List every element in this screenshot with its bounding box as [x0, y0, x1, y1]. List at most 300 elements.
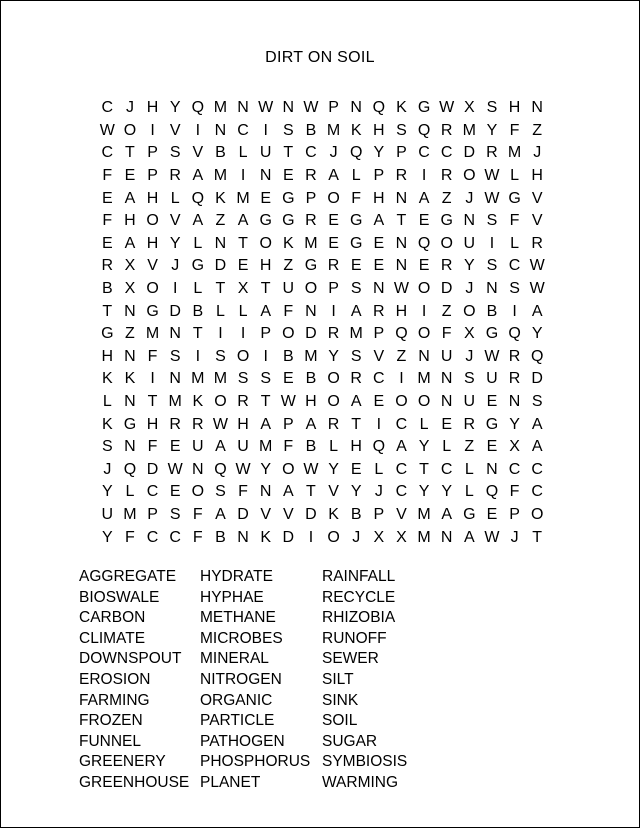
grid-letter: U — [486, 370, 498, 388]
grid-letter: M — [213, 99, 228, 117]
grid-letter: O — [417, 393, 431, 411]
grid-letter: Z — [441, 189, 452, 207]
grid-letter: Y — [531, 325, 543, 343]
grid-letter: A — [418, 189, 430, 207]
grid-letter: U — [101, 505, 114, 523]
grid-letter: N — [350, 99, 362, 117]
grid-letter: O — [327, 370, 340, 388]
grid-letter: O — [282, 460, 295, 478]
grid-letter: Y — [418, 483, 430, 501]
grid-letter: F — [283, 438, 294, 456]
grid-letter: O — [282, 325, 295, 343]
grid-letter: F — [351, 189, 362, 207]
grid-letter: P — [373, 167, 385, 185]
grid-letter: A — [192, 167, 204, 185]
grid-letter: Y — [101, 483, 113, 501]
grid-letter: O — [214, 393, 227, 411]
grid-letter: T — [396, 212, 407, 230]
grid-letter: M — [417, 505, 431, 523]
word-list-item: CLIMATE — [79, 629, 146, 647]
grid-letter: R — [440, 257, 453, 275]
word-list-item: CARBON — [79, 609, 146, 627]
word-list-item: SOIL — [322, 712, 358, 730]
grid-letter: I — [399, 370, 404, 388]
grid-letter: C — [169, 528, 181, 546]
grid-letter: I — [263, 121, 268, 139]
grid-letter: T — [238, 234, 248, 252]
grid-letter: T — [102, 302, 113, 320]
grid-letter: Q — [191, 189, 205, 207]
grid-letter: I — [240, 325, 246, 343]
grid-letter: O — [236, 347, 250, 365]
grid-letter: O — [327, 189, 340, 207]
grid-letter: H — [146, 189, 159, 207]
grid-letter: Q — [214, 460, 227, 478]
grid-letter: D — [440, 280, 453, 298]
grid-letter: I — [195, 347, 201, 365]
grid-letter: E — [486, 393, 498, 411]
grid-letter: O — [191, 483, 205, 501]
grid-letter: O — [395, 393, 408, 411]
grid-letter: W — [484, 167, 500, 185]
grid-letter: A — [215, 505, 226, 523]
grid-letter: N — [395, 234, 408, 252]
grid-letter: C — [418, 144, 430, 162]
grid-letter: N — [418, 347, 430, 365]
grid-letter: P — [305, 189, 317, 207]
grid-letter: I — [172, 280, 178, 298]
grid-letter: Y — [418, 438, 430, 456]
grid-letter: P — [373, 505, 385, 523]
grid-letter: M — [236, 189, 250, 207]
grid-letter: J — [171, 257, 180, 275]
grid-letter: P — [260, 325, 272, 343]
grid-letter: P — [396, 144, 407, 162]
grid-letter: S — [169, 144, 181, 162]
grid-letter: N — [440, 393, 453, 411]
grid-letter: Z — [532, 121, 543, 139]
grid-letter: G — [349, 212, 363, 230]
grid-letter: L — [125, 483, 135, 501]
grid-letter: E — [282, 167, 294, 185]
grid-letter: K — [328, 505, 339, 523]
grid-letter: L — [238, 302, 248, 320]
grid-letter: G — [349, 234, 363, 252]
grid-letter: B — [215, 144, 226, 162]
grid-letter: K — [101, 370, 113, 388]
grid-letter: N — [259, 167, 272, 185]
page-title: DIRT ON SOIL — [265, 49, 375, 66]
grid-letter: O — [417, 325, 431, 343]
grid-letter: P — [147, 505, 158, 523]
grid-letter: M — [326, 121, 341, 139]
grid-letter: P — [282, 415, 294, 433]
grid-letter: B — [101, 280, 113, 298]
grid-letter: E — [169, 438, 181, 456]
grid-letter: H — [237, 415, 249, 433]
grid-letter: E — [373, 393, 385, 411]
grid-letter: U — [259, 144, 272, 162]
grid-letter: B — [215, 528, 226, 546]
word-list-item: HYPHAE — [200, 588, 264, 606]
grid-letter: T — [147, 393, 158, 411]
grid-letter: D — [463, 144, 476, 162]
grid-letter: R — [305, 212, 317, 230]
grid-letter: L — [215, 302, 225, 320]
grid-letter: A — [350, 393, 362, 411]
grid-letter: H — [124, 212, 136, 230]
grid-letter: E — [373, 234, 385, 252]
grid-letter: C — [101, 144, 114, 162]
grid-letter: G — [463, 505, 476, 523]
grid-letter: C — [531, 460, 543, 478]
grid-letter: T — [260, 280, 271, 298]
grid-letter: H — [259, 257, 272, 275]
grid-letter: M — [213, 167, 228, 185]
grid-letter: B — [305, 370, 317, 388]
grid-letter: M — [349, 325, 363, 343]
grid-letter: R — [237, 393, 249, 411]
word-list-item: PARTICLE — [200, 712, 275, 730]
grid-letter: O — [146, 212, 159, 230]
grid-letter: C — [440, 144, 453, 162]
grid-letter: H — [146, 99, 159, 117]
grid-letter: G — [191, 257, 205, 275]
word-list-item: FROZEN — [79, 712, 143, 730]
grid-letter: R — [463, 415, 476, 433]
grid-letter: J — [103, 460, 112, 478]
grid-letter: A — [192, 212, 204, 230]
grid-letter: S — [169, 347, 181, 365]
grid-letter: C — [395, 483, 408, 501]
grid-letter: G — [485, 415, 499, 433]
grid-letter: H — [146, 415, 159, 433]
grid-letter: I — [489, 234, 495, 252]
grid-letter: P — [147, 144, 158, 162]
grid-letter: J — [465, 347, 474, 365]
grid-letter: X — [237, 280, 249, 298]
grid-letter: K — [215, 189, 226, 207]
grid-letter: Q — [417, 121, 431, 139]
grid-letter: M — [145, 325, 160, 343]
grid-letter: A — [260, 302, 272, 320]
grid-letter: L — [193, 280, 203, 298]
grid-letter: O — [259, 234, 272, 252]
grid-letter: C — [146, 528, 159, 546]
grid-letter: L — [510, 167, 520, 185]
grid-letter: D — [305, 325, 317, 343]
grid-letter: E — [441, 415, 453, 433]
grid-letter: C — [508, 460, 521, 478]
grid-letter: I — [240, 167, 246, 185]
grid-letter: J — [533, 144, 542, 162]
grid-letter: K — [101, 415, 113, 433]
grid-letter: X — [396, 528, 407, 546]
grid-letter: D — [146, 460, 159, 478]
grid-letter: T — [260, 393, 271, 411]
grid-letter: X — [373, 528, 385, 546]
grid-letter: N — [486, 460, 498, 478]
grid-letter: A — [282, 483, 294, 501]
grid-letter: S — [237, 370, 249, 388]
grid-letter: Z — [283, 257, 294, 275]
grid-letter: E — [101, 189, 113, 207]
grid-letter: W — [258, 99, 274, 117]
grid-letter: I — [421, 302, 427, 320]
grid-letter: A — [396, 438, 407, 456]
grid-letter: U — [440, 347, 453, 365]
grid-letter: M — [123, 505, 137, 523]
grid-letter: Y — [101, 528, 113, 546]
grid-letter: Q — [485, 483, 499, 501]
grid-letter: C — [395, 415, 408, 433]
grid-letter: J — [329, 144, 338, 162]
grid-letter: U — [192, 438, 204, 456]
grid-letter: V — [328, 483, 339, 501]
grid-letter: G — [304, 257, 318, 275]
grid-letter: P — [509, 505, 520, 523]
grid-letter: E — [350, 257, 362, 275]
grid-letter: F — [192, 528, 203, 546]
grid-letter: S — [350, 347, 362, 365]
grid-letter: T — [532, 528, 543, 546]
grid-letter: W — [167, 460, 183, 478]
grid-letter: C — [440, 460, 453, 478]
grid-letter: C — [101, 99, 114, 117]
grid-letter: A — [124, 189, 136, 207]
grid-letter: E — [282, 370, 294, 388]
word-list-item: RHIZOBIA — [322, 609, 396, 627]
grid-letter: B — [486, 302, 498, 320]
word-list-item: PLANET — [200, 773, 261, 791]
grid-letter: F — [125, 528, 135, 546]
grid-letter: N — [237, 99, 249, 117]
grid-letter: R — [350, 370, 362, 388]
grid-letter: N — [192, 460, 204, 478]
grid-letter: E — [486, 505, 498, 523]
grid-letter: J — [465, 280, 474, 298]
word-list-item: MINERAL — [200, 650, 269, 668]
grid-letter: A — [305, 415, 317, 433]
grid-letter: N — [124, 347, 136, 365]
word-list-item: FUNNEL — [79, 732, 142, 750]
grid-letter: Y — [373, 144, 385, 162]
grid-letter: D — [237, 505, 249, 523]
grid-letter: S — [169, 505, 181, 523]
grid-letter: L — [442, 438, 452, 456]
grid-letter: O — [463, 302, 476, 320]
grid-letter: O — [463, 167, 476, 185]
grid-letter: I — [195, 121, 201, 139]
grid-letter: E — [101, 234, 113, 252]
grid-letter: A — [237, 212, 249, 230]
word-list-item: BIOSWALE — [79, 588, 160, 606]
grid-letter: A — [463, 528, 475, 546]
grid-letter: G — [440, 212, 453, 230]
grid-letter: A — [215, 438, 226, 456]
grid-letter: R — [373, 302, 385, 320]
grid-letter: B — [305, 438, 317, 456]
grid-letter: S — [463, 370, 475, 388]
grid-letter: X — [463, 99, 475, 117]
grid-letter: G — [123, 415, 137, 433]
grid-letter: R — [192, 415, 204, 433]
grid-letter: Y — [509, 415, 520, 433]
grid-letter: M — [507, 144, 522, 162]
grid-letter: K — [260, 528, 272, 546]
grid-letter: T — [306, 483, 316, 501]
grid-letter: L — [102, 393, 112, 411]
grid-letter: Q — [372, 438, 386, 456]
grid-letter: R — [508, 347, 521, 365]
grid-letter: N — [373, 280, 385, 298]
grid-letter: A — [531, 438, 543, 456]
grid-letter: T — [125, 144, 135, 162]
grid-letter: O — [327, 393, 340, 411]
grid-letter: E — [373, 257, 385, 275]
word-list-item: RECYCLE — [322, 588, 396, 606]
word-list-item: SYMBIOSIS — [322, 753, 408, 771]
word-column — [79, 567, 200, 794]
grid-letter: A — [350, 302, 362, 320]
grid-letter: L — [464, 460, 474, 478]
word-list-item: WARMING — [322, 773, 399, 791]
word-list-item: FARMING — [79, 691, 150, 709]
grid-letter: V — [260, 505, 272, 523]
grid-letter: X — [509, 438, 520, 456]
grid-letter: D — [305, 505, 317, 523]
grid-letter: T — [351, 415, 362, 433]
grid-letter: G — [282, 189, 295, 207]
grid-letter: E — [350, 460, 362, 478]
grid-letter: A — [531, 415, 543, 433]
grid-letter: M — [462, 121, 476, 139]
grid-letter: E — [237, 257, 249, 275]
grid-letter: E — [124, 167, 136, 185]
grid-letter: M — [213, 370, 228, 388]
grid-letter: C — [146, 483, 159, 501]
grid-letter: B — [282, 347, 294, 365]
grid-letter: I — [512, 302, 517, 320]
letter-grid — [96, 97, 549, 549]
grid-letter: J — [510, 528, 519, 546]
grid-letter: N — [124, 438, 136, 456]
grid-letter: S — [486, 99, 498, 117]
grid-letter: V — [282, 505, 294, 523]
grid-letter: F — [441, 325, 452, 343]
grid-letter: G — [146, 302, 159, 320]
grid-letter: P — [328, 280, 339, 298]
grid-letter: R — [327, 257, 340, 275]
grid-letter: A — [441, 505, 453, 523]
word-column — [200, 567, 322, 794]
grid-letter: H — [305, 393, 317, 411]
grid-letter: N — [463, 212, 476, 230]
grid-letter: W — [303, 99, 319, 117]
grid-letter: M — [259, 438, 273, 456]
grid-letter: N — [531, 99, 543, 117]
grid-letter: U — [463, 393, 476, 411]
grid-letter: I — [150, 121, 155, 139]
grid-letter: L — [193, 234, 203, 252]
grid-letter: R — [305, 167, 317, 185]
grid-letter: Q — [372, 99, 386, 117]
grid-letter: B — [192, 302, 204, 320]
grid-letter: W — [303, 460, 319, 478]
grid-letter: K — [124, 370, 136, 388]
word-list-item: NITROGEN — [200, 670, 282, 688]
grid-letter: Q — [417, 234, 431, 252]
grid-letter: E — [486, 438, 498, 456]
grid-letter: H — [350, 438, 362, 456]
grid-letter: N — [169, 325, 181, 343]
grid-letter: F — [102, 167, 113, 185]
grid-letter: C — [305, 144, 317, 162]
grid-letter: E — [260, 189, 272, 207]
grid-letter: N — [214, 121, 227, 139]
grid-letter: M — [417, 528, 431, 546]
grid-letter: V — [531, 189, 543, 207]
grid-letter: N — [305, 302, 317, 320]
grid-letter: W — [484, 189, 500, 207]
grid-letter: C — [373, 370, 385, 388]
grid-letter: N — [440, 370, 453, 388]
word-list-item: RUNOFF — [322, 629, 387, 647]
word-list-item: PHOSPHORUS — [200, 753, 311, 771]
grid-letter: S — [282, 121, 294, 139]
grid-letter: M — [168, 393, 182, 411]
grid-letter: N — [259, 483, 272, 501]
grid-letter: V — [373, 347, 385, 365]
grid-letter: L — [374, 460, 384, 478]
grid-letter: C — [508, 257, 521, 275]
grid-letter: M — [304, 234, 318, 252]
grid-letter: Y — [169, 234, 181, 252]
grid-letter: I — [331, 302, 336, 320]
grid-letter: I — [376, 415, 382, 433]
grid-letter: O — [146, 280, 159, 298]
grid-letter: Q — [395, 325, 408, 343]
grid-letter: W — [439, 99, 455, 117]
grid-letter: V — [396, 505, 407, 523]
grid-letter: S — [350, 280, 362, 298]
word-list-item: METHANE — [200, 609, 276, 627]
grid-letter: D — [531, 370, 543, 388]
grid-letter: N — [440, 528, 453, 546]
grid-letter: Q — [508, 325, 521, 343]
word-list-item: RAINFALL — [322, 568, 396, 585]
word-list-item: ORGANIC — [200, 691, 273, 709]
grid-letter: R — [395, 167, 408, 185]
grid-letter: D — [214, 257, 227, 275]
grid-letter: H — [146, 234, 159, 252]
grid-letter: R — [486, 144, 498, 162]
grid-letter: I — [150, 370, 155, 388]
grid-letter: S — [260, 370, 272, 388]
word-list — [79, 567, 442, 794]
grid-letter: P — [373, 325, 385, 343]
grid-letter: U — [282, 280, 295, 298]
grid-letter: B — [350, 505, 362, 523]
grid-letter: V — [169, 121, 181, 139]
grid-letter: L — [329, 438, 339, 456]
grid-letter: C — [531, 483, 543, 501]
grid-letter: N — [508, 393, 521, 411]
grid-letter: F — [509, 212, 520, 230]
grid-letter: R — [531, 234, 543, 252]
grid-letter: M — [417, 370, 431, 388]
grid-letter: H — [395, 302, 408, 320]
